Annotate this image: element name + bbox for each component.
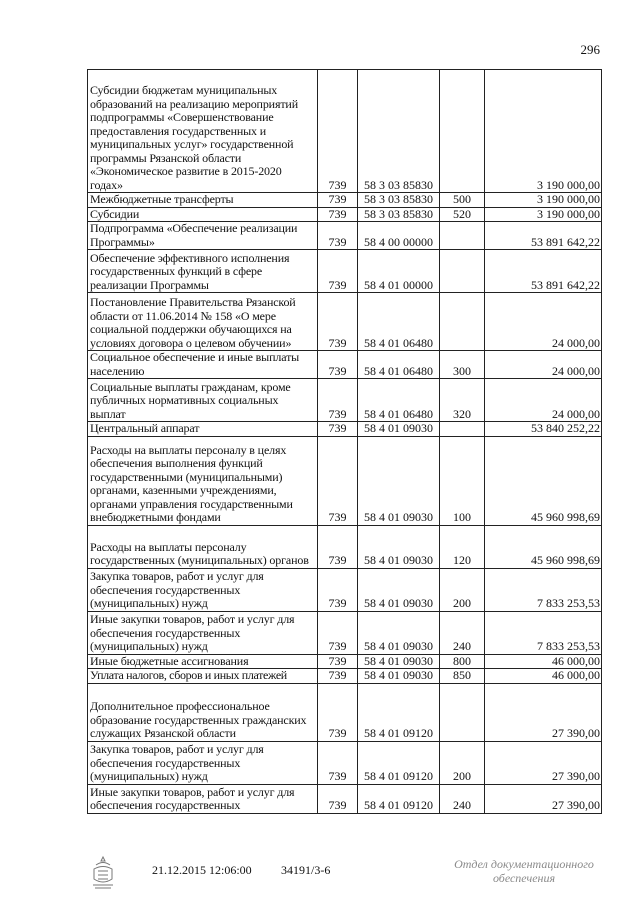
row-name: Субсидии бюджетам муниципальных образований на реализацию мероприятий подпрограммы «Совершенствование предоставления государственных и муниципальных услуг» государственной программы Рязанской области «Экономическое развитие в 2015-2020 годах» <box>88 70 318 193</box>
coat-of-arms-icon <box>88 855 118 891</box>
row-target: 58 4 01 09030 <box>358 611 440 654</box>
row-amount: 3 190 000,00 <box>485 70 602 193</box>
row-target: 58 3 03 85830 <box>358 70 440 193</box>
row-name: Расходы на выплаты персоналу государственных (муниципальных) органов <box>88 525 318 568</box>
row-type: 120 <box>440 525 485 568</box>
budget-table <box>87 69 602 814</box>
row-amount: 7 833 253,53 <box>485 568 602 611</box>
row-code: 739 <box>318 193 358 208</box>
row-amount: 27 390,00 <box>485 741 602 784</box>
row-target: 58 4 01 09120 <box>358 741 440 784</box>
row-name: Дополнительное профессиональное образование государственных гражданских служащих Рязанской области <box>88 683 318 741</box>
row-type: 320 <box>440 379 485 422</box>
row-code: 739 <box>318 669 358 684</box>
row-type: 500 <box>440 193 485 208</box>
row-name: Закупка товаров, работ и услуг для обеспечения государственных (муниципальных) нужд <box>88 741 318 784</box>
row-name: Межбюджетные трансферты <box>88 193 318 208</box>
row-code: 739 <box>318 250 358 293</box>
row-target: 58 4 01 06480 <box>358 379 440 422</box>
department-line: Отдел документационного <box>454 857 594 871</box>
row-amount: 53 840 252,22 <box>485 422 602 437</box>
row-amount: 27 390,00 <box>485 784 602 813</box>
row-name: Обеспечение эффективного исполнения государственных функций в сфере реализации Программы <box>88 250 318 293</box>
row-name: Субсидии <box>88 207 318 222</box>
row-amount: 27 390,00 <box>485 683 602 741</box>
row-code: 739 <box>318 379 358 422</box>
table-row <box>88 611 602 654</box>
row-target: 58 4 01 09030 <box>358 669 440 684</box>
footer-department-stamp <box>444 857 604 885</box>
table-row <box>88 351 602 379</box>
row-amount: 45 960 998,69 <box>485 436 602 525</box>
row-type: 520 <box>440 207 485 222</box>
row-target: 58 4 01 06480 <box>358 351 440 379</box>
table-row <box>88 250 602 293</box>
row-target: 58 4 01 09120 <box>358 784 440 813</box>
row-name: Социальные выплаты гражданам, кроме публичных нормативных социальных выплат <box>88 379 318 422</box>
table-row <box>88 379 602 422</box>
row-type: 300 <box>440 351 485 379</box>
row-target: 58 4 01 06480 <box>358 293 440 351</box>
row-type <box>440 422 485 437</box>
row-target: 58 4 01 09030 <box>358 654 440 669</box>
table-row <box>88 207 602 222</box>
row-type <box>440 683 485 741</box>
row-amount: 46 000,00 <box>485 654 602 669</box>
row-code: 739 <box>318 784 358 813</box>
row-type <box>440 293 485 351</box>
row-type: 800 <box>440 654 485 669</box>
row-code: 739 <box>318 525 358 568</box>
table-row <box>88 293 602 351</box>
row-amount: 24 000,00 <box>485 351 602 379</box>
row-code: 739 <box>318 351 358 379</box>
table-row <box>88 784 602 813</box>
table-row <box>88 70 602 193</box>
row-name: Иные закупки товаров, работ и услуг для обеспечения государственных (муниципальных) нужд <box>88 611 318 654</box>
row-name: Центральный аппарат <box>88 422 318 437</box>
row-name: Постановление Правительства Рязанской области от 11.06.2014 № 158 «О мере социальной поддержки обучающихся на условиях договора о целевом обучении» <box>88 293 318 351</box>
footer-timestamp: 21.12.2015 12:06:00 <box>152 863 252 877</box>
row-amount: 3 190 000,00 <box>485 207 602 222</box>
row-target: 58 4 01 00000 <box>358 250 440 293</box>
table-row <box>88 422 602 437</box>
row-amount: 53 891 642,22 <box>485 250 602 293</box>
table-row <box>88 669 602 684</box>
department-line: обеспечения <box>492 871 556 885</box>
row-code: 739 <box>318 222 358 250</box>
row-type: 200 <box>440 741 485 784</box>
row-type <box>440 70 485 193</box>
row-code: 739 <box>318 654 358 669</box>
row-amount: 3 190 000,00 <box>485 193 602 208</box>
row-type <box>440 250 485 293</box>
row-type <box>440 222 485 250</box>
row-name: Расходы на выплаты персоналу в целях обеспечения выполнения функций государственными (муниципальными) органами, казенными учреждениями, органами управления государственными внебюджетными фондами <box>88 436 318 525</box>
table-row <box>88 741 602 784</box>
table-row <box>88 654 602 669</box>
row-code: 739 <box>318 70 358 193</box>
row-target: 58 4 01 09030 <box>358 436 440 525</box>
table-row <box>88 193 602 208</box>
row-code: 739 <box>318 611 358 654</box>
row-type: 850 <box>440 669 485 684</box>
row-code: 739 <box>318 741 358 784</box>
row-name: Иные бюджетные ассигнования <box>88 654 318 669</box>
row-amount: 46 000,00 <box>485 669 602 684</box>
row-amount: 7 833 253,53 <box>485 611 602 654</box>
row-type: 240 <box>440 611 485 654</box>
row-target: 58 3 03 85830 <box>358 207 440 222</box>
row-code: 739 <box>318 293 358 351</box>
row-amount: 45 960 998,69 <box>485 525 602 568</box>
table-row <box>88 683 602 741</box>
table-row <box>88 436 602 525</box>
table-row <box>88 568 602 611</box>
row-amount: 53 891 642,22 <box>485 222 602 250</box>
row-target: 58 4 01 09030 <box>358 568 440 611</box>
row-code: 739 <box>318 683 358 741</box>
row-target: 58 4 01 09030 <box>358 422 440 437</box>
row-target: 58 4 01 09120 <box>358 683 440 741</box>
row-code: 739 <box>318 436 358 525</box>
row-code: 739 <box>318 207 358 222</box>
row-target: 58 4 01 09030 <box>358 525 440 568</box>
row-name: Социальное обеспечение и иные выплаты населению <box>88 351 318 379</box>
row-amount: 24 000,00 <box>485 293 602 351</box>
row-name: Подпрограмма «Обеспечение реализации Программы» <box>88 222 318 250</box>
row-code: 739 <box>318 568 358 611</box>
footer-doc-code: 34191/3-6 <box>281 863 331 877</box>
row-code: 739 <box>318 422 358 437</box>
page-number: 296 <box>580 42 600 57</box>
row-type: 100 <box>440 436 485 525</box>
row-name: Закупка товаров, работ и услуг для обеспечения государственных (муниципальных) нужд <box>88 568 318 611</box>
row-target: 58 4 00 00000 <box>358 222 440 250</box>
row-amount: 24 000,00 <box>485 379 602 422</box>
row-name: Иные закупки товаров, работ и услуг для обеспечения государственных <box>88 784 318 813</box>
row-type: 240 <box>440 784 485 813</box>
table-row <box>88 222 602 250</box>
row-target: 58 3 03 85830 <box>358 193 440 208</box>
table-row <box>88 525 602 568</box>
row-type: 200 <box>440 568 485 611</box>
row-name: Уплата налогов, сборов и иных платежей <box>88 669 318 684</box>
